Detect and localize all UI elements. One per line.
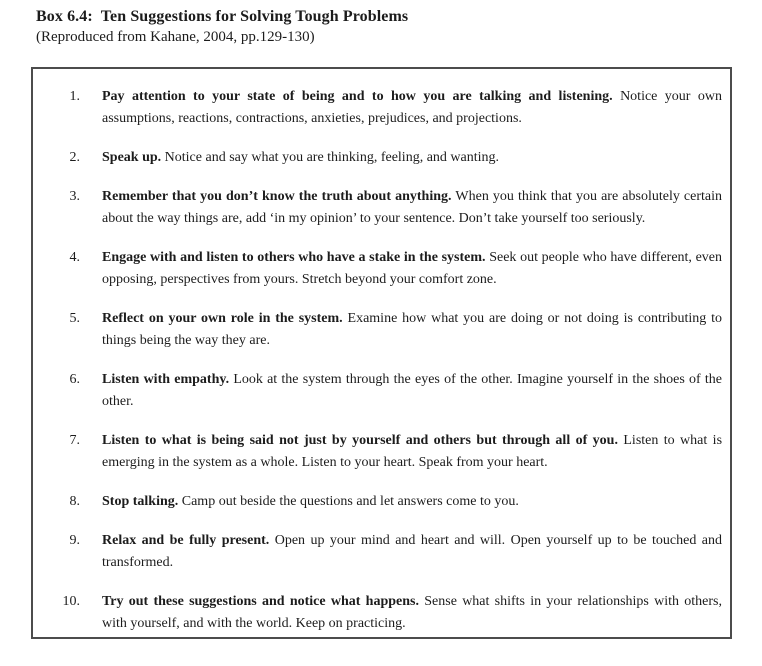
item-detail: Seek out people who have different, even opposing, perspectives from yours. Stretch beyond your comfort zone. bbox=[102, 250, 723, 287]
item-text bbox=[102, 186, 722, 230]
item-text bbox=[102, 491, 722, 513]
item-lead: Try out these suggestions and notice what happens. bbox=[102, 594, 419, 609]
item-number: 9. bbox=[69, 533, 80, 548]
item-text bbox=[102, 369, 722, 413]
item-text bbox=[102, 247, 722, 291]
item-text bbox=[102, 308, 722, 352]
item-lead: Engage with and listen to others who have a stake in the system. bbox=[102, 250, 486, 265]
list-item bbox=[33, 247, 722, 291]
item-detail: Examine how what you are doing or not doing is contributing to things being the way they are. bbox=[102, 311, 723, 348]
item-lead: Speak up. bbox=[102, 150, 162, 165]
item-text bbox=[102, 430, 722, 474]
item-text bbox=[102, 147, 722, 169]
item-detail: Notice and say what you are thinking, feeling, and wanting. bbox=[164, 150, 500, 165]
item-lead: Reflect on your own role in the system. bbox=[102, 311, 343, 326]
item-lead: Listen with empathy. bbox=[102, 372, 230, 387]
item-detail: When you think that you are absolutely certain about the way things are, add ‘in my opinion’ to your sentence. Don’t take yourself too seriously. bbox=[102, 189, 723, 226]
list-item bbox=[33, 86, 722, 130]
item-number: 7. bbox=[69, 433, 80, 448]
box-header bbox=[36, 6, 408, 47]
item-lead: Remember that you don’t know the truth about anything. bbox=[102, 189, 452, 204]
item-detail: Sense what shifts in your relationships with others, with yourself, and with the world. Keep on practicing. bbox=[102, 594, 723, 631]
item-number: 1. bbox=[69, 89, 80, 104]
item-number: 10. bbox=[62, 594, 80, 609]
list-item bbox=[33, 308, 722, 352]
list-item bbox=[33, 369, 722, 413]
suggestions-box bbox=[31, 67, 732, 639]
item-detail: Listen to what is emerging in the system as a whole. Listen to your heart. Speak from your heart. bbox=[102, 433, 723, 470]
item-text bbox=[102, 591, 722, 635]
item-detail: Open up your mind and heart and will. Open yourself up to be touched and transformed. bbox=[102, 533, 722, 570]
item-number: 6. bbox=[69, 372, 80, 387]
item-lead: Relax and be fully present. bbox=[102, 533, 270, 548]
item-text bbox=[102, 530, 722, 574]
item-number: 4. bbox=[69, 250, 80, 265]
item-detail: Camp out beside the questions and let answers come to you. bbox=[181, 494, 519, 509]
item-detail: Notice your own assumptions, reactions, contractions, anxieties, prejudices, and projections. bbox=[102, 89, 722, 126]
box-source-citation: (Reproduced from Kahane, 2004, pp.129-130) bbox=[36, 29, 315, 45]
item-lead: Pay attention to your state of being and to how you are talking and listening. bbox=[102, 89, 613, 104]
item-detail: Look at the system through the eyes of the other. Imagine yourself in the shoes of the other. bbox=[102, 372, 722, 409]
suggestion-list bbox=[33, 69, 730, 635]
item-lead: Listen to what is being said not just by yourself and others but through all of you. bbox=[102, 433, 618, 448]
box-title: Box 6.4: Ten Suggestions for Solving Tough Problems bbox=[36, 8, 409, 25]
item-number: 2. bbox=[69, 150, 80, 165]
item-number: 3. bbox=[69, 189, 80, 204]
list-item bbox=[33, 147, 722, 169]
list-item bbox=[33, 430, 722, 474]
item-lead: Stop talking. bbox=[102, 494, 179, 509]
list-item bbox=[33, 591, 722, 635]
item-number: 8. bbox=[69, 494, 80, 509]
item-text bbox=[102, 86, 722, 130]
item-number: 5. bbox=[69, 311, 80, 326]
list-item bbox=[33, 491, 722, 513]
list-item bbox=[33, 530, 722, 574]
list-item bbox=[33, 186, 722, 230]
